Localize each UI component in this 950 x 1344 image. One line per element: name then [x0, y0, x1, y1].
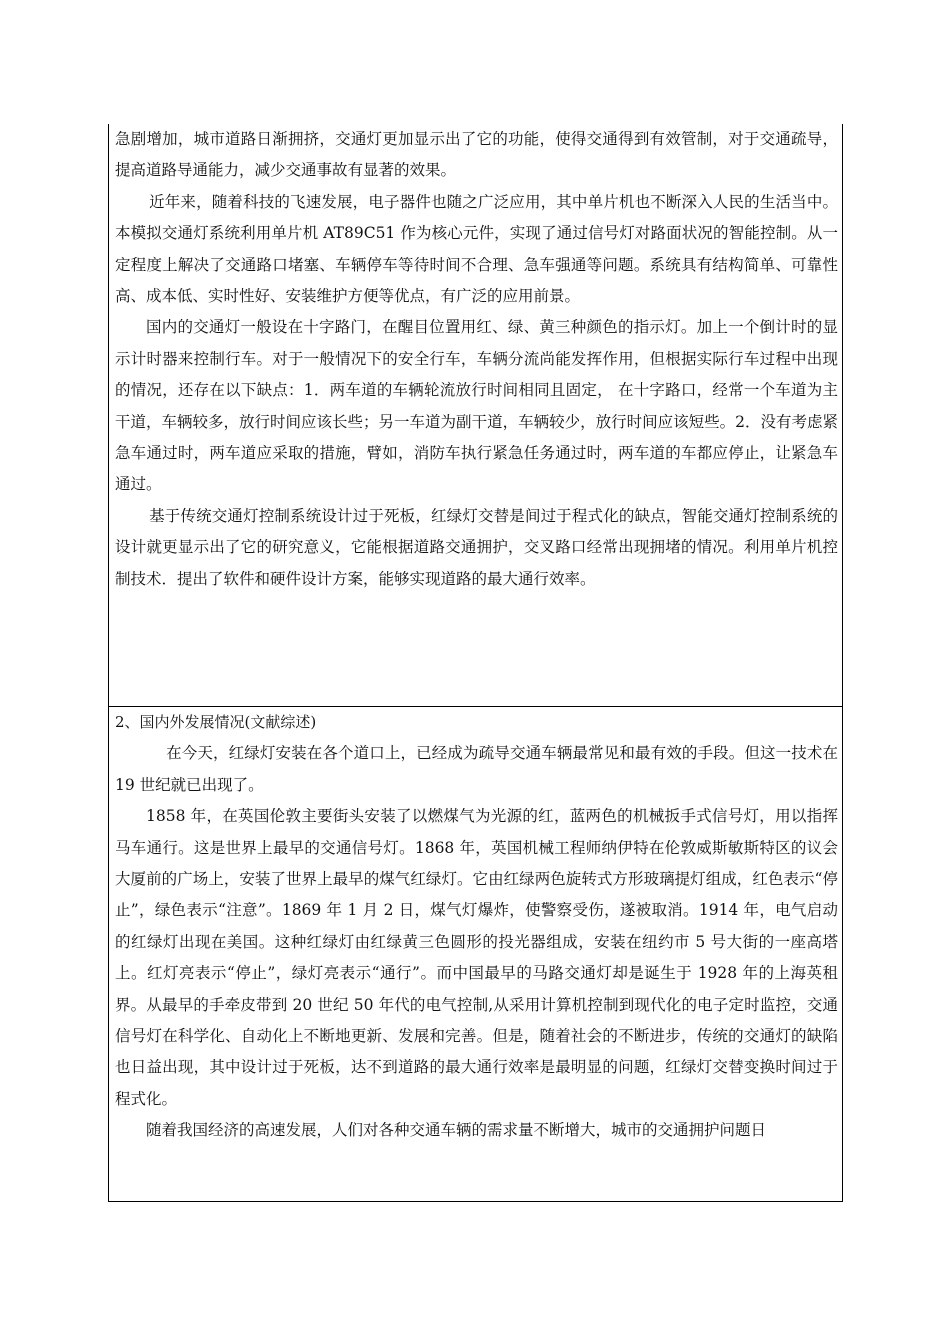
section-cell-background [108, 124, 843, 707]
paragraph: 1858 年，在英国伦敦主要街头安装了以燃煤气为光源的红，蓝两色的机械扳手式信号灯，用以指挥马车通行。这是世界上最早的交通信号灯。1868 年，英国机械工程师纳伊特在伦敦威斯敏斯特区的议会大厦前的广场上，安装了世界上最早的煤气红绿灯。它由红绿两色旋转式方形玻璃提灯组成，红色表示“停止”，绿色表示“注意”。1869 年 1 月 2 日，煤气灯爆炸，使警察受伤，遂被取消。1914 年，电气启动的红绿灯出现在美国。这种红绿灯由红绿黄三色圆形的投光器组成，安装在纽约市 5 号大街的一座高塔上。红灯亮表示“停止”，绿灯亮表示“通行”。而中国最早的马路交通灯却是诞生于 1928 年的上海英租界。从最早的手牵皮带到 20 世纪 50 年代的电气控制,从采用计算机控制到现代化的电子定时监控，交通信号灯在科学化、自动化上不断地更新、发展和完善。但是，随着社会的不断进步，传统的交通灯的缺陷也日益出现，其中设计过于死板，达不到道路的最大通行效率是最明显的问题，红绿灯交替变换时间过于程式化。 [115, 807, 838, 1108]
section-text [115, 707, 838, 1147]
section-heading: 2、国内外发展情况(文献综述) [115, 713, 317, 731]
paragraph: 基于传统交通灯控制系统设计过于死板，红绿灯交替是间过于程式化的缺点，智能交通灯控制系统的设计就更显示出了它的研究意义，它能根据道路交通拥护，交叉路口经常出现拥堵的情况。利用单片机控制技术．提出了软件和硬件设计方案，能够实现道路的最大通行效率。 [115, 506, 838, 588]
paragraph: 国内的交通灯一般设在十字路门，在醒目位置用红、绿、黄三种颜色的指示灯。加上一个倒计时的显示计时器来控制行车。对于一般情况下的安全行车，车辆分流尚能发挥作用，但根据实际行车过程中出现的情况，还存在以下缺点：1．两车道的车辆轮流放行时间相同且固定， 在十字路口，经常一个车道为主干道，车辆较多，放行时间应该长些；另一车道为副干道，车辆较少，放行时间应该短些。2．没有考虑紧急车通过时，两车道应采取的措施，臂如，消防车执行紧急任务通过时，两车道的车都应停止，让紧急车通过。 [115, 318, 838, 494]
paragraph: 随着我国经济的高速发展，人们对各种交通车辆的需求量不断增大，城市的交通拥护问题日 [146, 1121, 767, 1140]
paragraph: 近年来，随着科技的飞速发展，电子器件也随之广泛应用，其中单片机也不断深入人民的生活当中。本模拟交通灯系统利用单片机 AT89C51 作为核心元件，实现了通过信号灯对路面状况的智能控制。从一定程度上解决了交通路口堵塞、车辆停车等待时间不合理、急车强通等问题。系统具有结构简单、可靠性高、成本低、实时性好、安装维护方便等优点，有广泛的应用前景。 [115, 192, 838, 306]
section-cell-literature-review [108, 706, 843, 1202]
paragraph: 急剧增加，城市道路日渐拥挤，交通灯更加显示出了它的功能，使得交通得到有效管制，对于交通疏导，提高道路导通能力，减少交通事故有显著的效果。 [115, 130, 838, 180]
section-text [115, 124, 838, 595]
paragraph: 在今天，红绿灯安装在各个道口上，已经成为疏导交通车辆最常见和最有效的手段。但这一技术在 19 世纪就已出现了。 [115, 744, 838, 794]
